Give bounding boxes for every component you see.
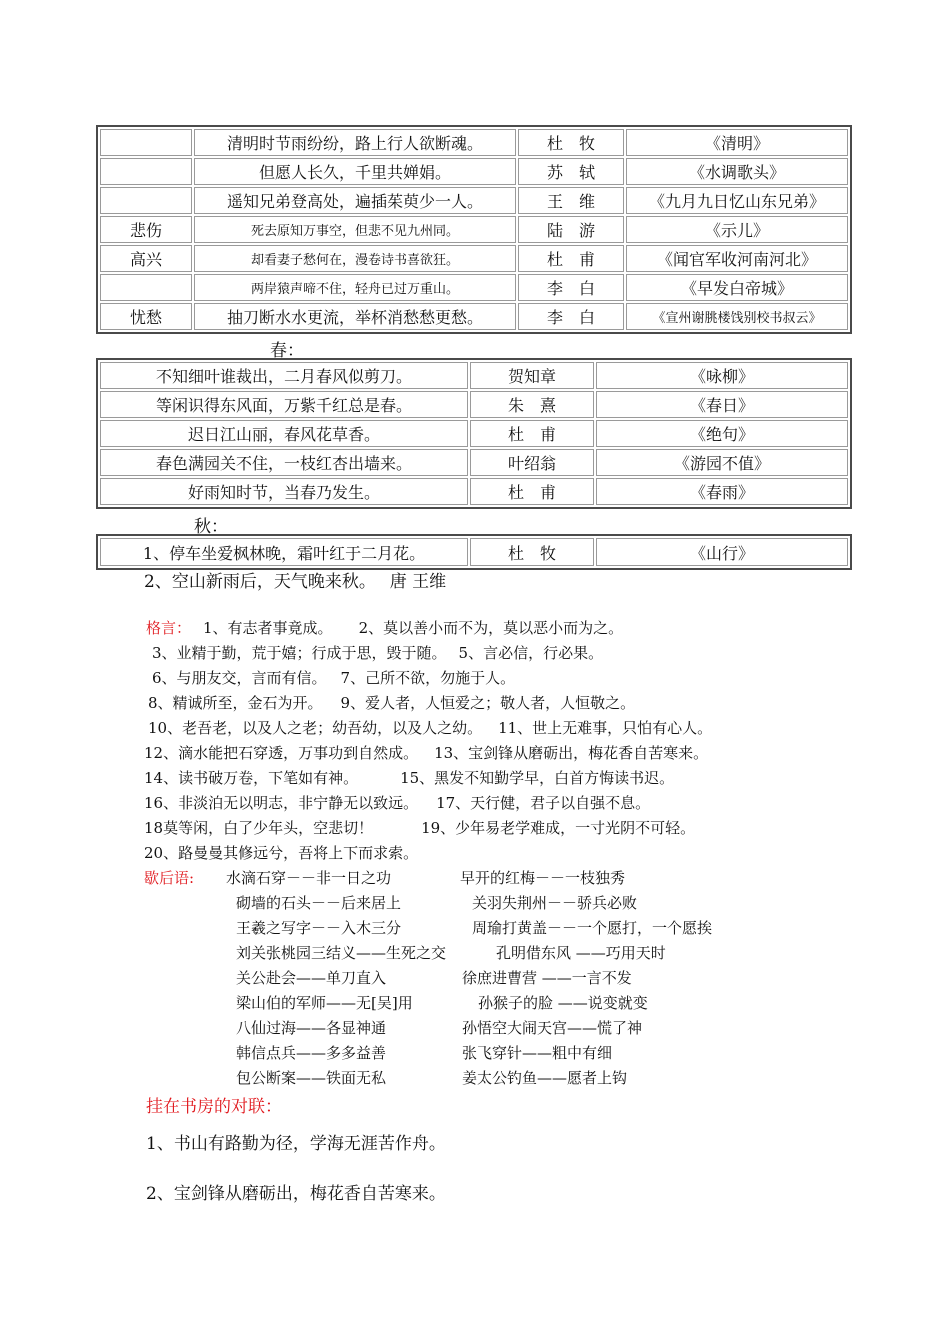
proverb: 9、爱人者，人恒爱之；敬人者，人恒敬之。 [340, 694, 636, 712]
xiehouyu-item: 刘关张桃园三结义——生死之交 [236, 944, 447, 962]
xiehouyu-item: 水滴石穿－－非一日之功 [226, 869, 392, 887]
proverb: 1、有志者事竟成。 [203, 619, 333, 637]
title-cell: 《早发白帝城》 [626, 274, 848, 301]
autumn-poems-table [96, 534, 852, 570]
verse-cell: 清明时节雨纷纷，路上行人欲断魂。 [194, 129, 516, 156]
emotion-cell: 悲伤 [100, 216, 192, 243]
table-row [100, 274, 848, 301]
verse-cell: 等闲识得东风面，万紫千红总是春。 [100, 391, 468, 418]
proverb: 17、天行健，君子以自强不息。 [436, 794, 651, 812]
author-cell: 杜 甫 [470, 420, 594, 447]
table-row [100, 420, 848, 447]
title-cell: 《水调歌头》 [626, 158, 848, 185]
proverb: 2、莫以善小而不为，莫以恶小而为之。 [358, 619, 624, 637]
title-cell: 《春雨》 [596, 478, 848, 505]
xiehouyu-item: 八仙过海——各显神通 [236, 1019, 387, 1037]
proverbs-row [144, 742, 708, 763]
spring-heading: 春： [270, 341, 304, 361]
author-cell: 王 维 [518, 187, 624, 214]
author-cell: 贺知章 [470, 362, 594, 389]
author-cell: 李 白 [518, 274, 624, 301]
author-cell: 李 白 [518, 303, 624, 330]
xiehouyu-item: 孙猴子的脸 ——说变就变 [478, 994, 648, 1012]
author-cell: 杜 牧 [470, 538, 594, 566]
title-cell: 《山行》 [596, 538, 848, 566]
xiehouyu-item: 徐庶进曹营 ——一言不发 [462, 969, 632, 987]
title-cell: 《示儿》 [626, 216, 848, 243]
verse-cell: 不知细叶谁裁出，二月春风似剪刀。 [100, 362, 468, 389]
table-row [100, 245, 848, 272]
table-row [100, 449, 848, 476]
autumn-extra-verse: 2、空山新雨后，天气晚来秋。 唐 王维 [144, 572, 447, 592]
verse-cell: 好雨知时节，当春乃发生。 [100, 478, 468, 505]
table-row [100, 303, 848, 330]
verse-cell: 1、停车坐爱枫林晚，霜叶红于二月花。 [100, 538, 468, 566]
emotion-cell: 忧愁 [100, 303, 192, 330]
couplet-label: 挂在书房的对联： [146, 1097, 282, 1117]
title-cell: 《闻官军收河南河北》 [626, 245, 848, 272]
verse-cell: 春色满园关不住，一枝红杏出墙来。 [100, 449, 468, 476]
xiehouyu-item: 梁山伯的军师——无[吴]用 [236, 994, 413, 1012]
xiehouyu-item: 砌墙的石头－－后来居上 [236, 894, 402, 912]
author-cell: 杜 甫 [470, 478, 594, 505]
verse-cell: 却看妻子愁何在，漫卷诗书喜欲狂。 [194, 245, 516, 272]
xiehouyu-item: 王羲之写字－－入木三分 [236, 919, 402, 937]
table-row [100, 362, 848, 389]
table-row [100, 187, 848, 214]
verse-cell: 抽刀断水水更流，举杯消愁愁更愁。 [194, 303, 516, 330]
proverb: 18莫等闲，白了少年头，空悲切！ [144, 819, 374, 837]
proverb: 13、宝剑锋从磨砺出，梅花香自苦寒来。 [434, 744, 709, 762]
title-cell: 《春日》 [596, 391, 848, 418]
proverbs-row [152, 642, 603, 663]
xiehouyu-item: 孙悟空大闹天宫——慌了神 [462, 1019, 643, 1037]
title-cell: 《清明》 [626, 129, 848, 156]
autumn-heading: 秋： [194, 517, 228, 537]
verse-cell: 但愿人长久，千里共婵娟。 [194, 158, 516, 185]
proverbs-row [152, 667, 515, 688]
proverbs-row [144, 792, 650, 813]
proverb: 5、言必信，行必果。 [458, 644, 604, 662]
xiehouyu-item: 姜太公钓鱼——愿者上钩 [462, 1069, 628, 1087]
title-cell: 《绝句》 [596, 420, 848, 447]
verse-cell: 遥知兄弟登高处，遍插茱萸少一人。 [194, 187, 516, 214]
xiehouyu-item: 关公赴会——单刀直入 [236, 969, 387, 987]
xiehouyu-item: 关羽失荆州－－骄兵必败 [472, 894, 638, 912]
title-cell: 《宣州谢朓楼饯别校书叔云》 [626, 303, 848, 330]
emotion-cell [100, 129, 192, 156]
author-cell: 朱 熹 [470, 391, 594, 418]
xiehouyu-item: 包公断案——铁面无私 [236, 1069, 387, 1087]
proverbs-row [146, 617, 623, 638]
author-cell: 苏 轼 [518, 158, 624, 185]
table-row [100, 158, 848, 185]
proverbs-row [144, 817, 695, 838]
emotion-poems-table [96, 125, 852, 334]
author-cell: 杜 牧 [518, 129, 624, 156]
couplet: 2、宝剑锋从磨砺出，梅花香自苦寒来。 [146, 1184, 446, 1204]
author-cell: 杜 甫 [518, 245, 624, 272]
author-cell: 叶绍翁 [470, 449, 594, 476]
spring-poems-table [96, 358, 852, 509]
emotion-cell [100, 187, 192, 214]
emotion-cell [100, 158, 192, 185]
couplet: 1、书山有路勤为径，学海无涯苦作舟。 [146, 1134, 446, 1154]
xiehouyu-item: 早开的红梅－－一枝独秀 [460, 869, 626, 887]
proverb: 10、老吾老，以及人之老；幼吾幼，以及人之幼。 [148, 719, 483, 737]
title-cell: 《咏柳》 [596, 362, 848, 389]
proverbs-row [144, 767, 674, 788]
xiehouyu-item: 孔明借东风 ——巧用天时 [496, 944, 666, 962]
emotion-cell [100, 274, 192, 301]
emotion-cell: 高兴 [100, 245, 192, 272]
proverbs-label: 格言： [146, 619, 192, 637]
title-cell: 《游园不值》 [596, 449, 848, 476]
title-cell: 《九月九日忆山东兄弟》 [626, 187, 848, 214]
verse-cell: 两岸猿声啼不住，轻舟已过万重山。 [194, 274, 516, 301]
table-row [100, 216, 848, 243]
proverb: 8、精诚所至，金石为开。 [148, 694, 323, 712]
proverb: 3、业精于勤，荒于嬉；行成于思，毁于随。 [152, 644, 447, 662]
table-row [100, 538, 848, 566]
proverb: 11、世上无难事，只怕有心人。 [498, 719, 713, 737]
table-row [100, 478, 848, 505]
proverb: 7、己所不欲，勿施于人。 [340, 669, 516, 687]
proverb: 14、读书破万卷，下笔如有神。 [144, 769, 359, 787]
proverb: 15、黑发不知勤学早，白首方悔读书迟。 [400, 769, 675, 787]
verse-cell: 死去原知万事空，但悲不见九州同。 [194, 216, 516, 243]
proverb: 12、滴水能把石穿透，万事功到自然成。 [144, 744, 419, 762]
xiehouyu-label: 歇后语: [144, 869, 195, 887]
table-row [100, 391, 848, 418]
proverbs-row [144, 842, 418, 863]
proverbs-row [148, 717, 712, 738]
author-cell: 陆 游 [518, 216, 624, 243]
proverbs-row [148, 692, 635, 713]
xiehouyu-item: 张飞穿针——粗中有细 [462, 1044, 613, 1062]
proverb: 20、路曼曼其修远兮，吾将上下而求索。 [144, 844, 419, 862]
proverb: 6、与朋友交，言而有信。 [152, 669, 327, 687]
xiehouyu-item: 周瑜打黄盖－－一个愿打，一个愿挨 [472, 919, 713, 937]
xiehouyu-item: 韩信点兵——多多益善 [236, 1044, 387, 1062]
proverb: 19、少年易老学难成，一寸光阴不可轻。 [421, 819, 696, 837]
table-row [100, 129, 848, 156]
proverb: 16、非淡泊无以明志，非宁静无以致远。 [144, 794, 419, 812]
verse-cell: 迟日江山丽，春风花草香。 [100, 420, 468, 447]
